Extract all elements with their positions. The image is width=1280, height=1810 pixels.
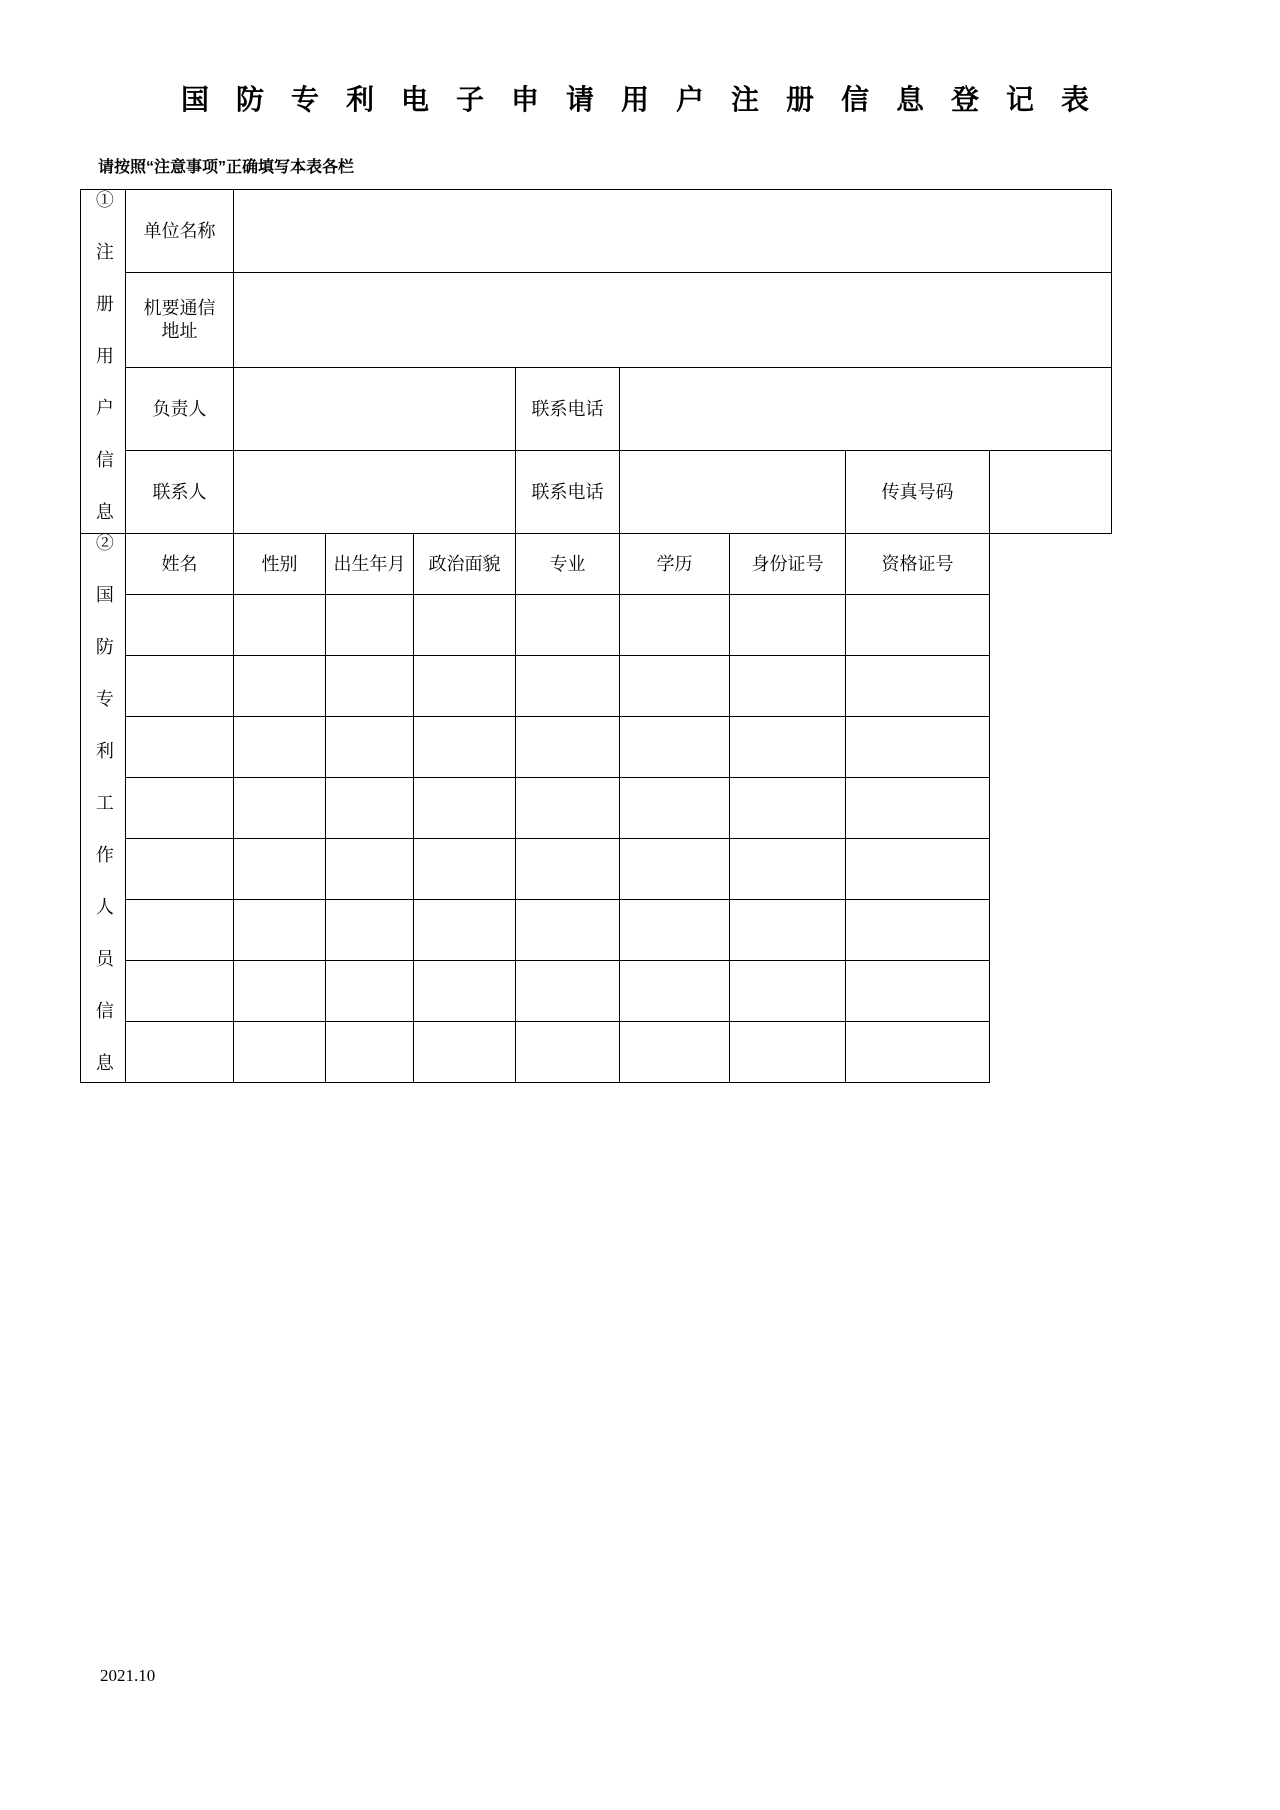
- cell-name[interactable]: [126, 778, 234, 839]
- section2-side-label-text: ② 国 防 专 利 工 作 人 员 信 息: [93, 532, 114, 1078]
- cell-name[interactable]: [126, 595, 234, 656]
- secure-mail-field[interactable]: [234, 273, 1112, 368]
- cell-qualification-number[interactable]: [846, 656, 990, 717]
- cell-qualification-number[interactable]: [846, 778, 990, 839]
- cell-name[interactable]: [126, 839, 234, 900]
- cell-id-number[interactable]: [730, 839, 846, 900]
- cell-birth[interactable]: [326, 900, 414, 961]
- secure-mail-label: [126, 273, 234, 368]
- cell-qualification-number[interactable]: [846, 839, 990, 900]
- table-row: [81, 778, 1112, 839]
- page-title: 国 防 专 利 电 子 申 请 用 户 注 册 信 息 登 记 表: [180, 85, 1099, 116]
- fax-label: 传真号码: [846, 451, 990, 534]
- cell-gender[interactable]: [234, 900, 326, 961]
- table-row: [81, 839, 1112, 900]
- cell-birth[interactable]: [326, 961, 414, 1022]
- cell-birth[interactable]: [326, 839, 414, 900]
- cell-education[interactable]: [620, 595, 730, 656]
- table-row: [81, 717, 1112, 778]
- principal-label: 负责人: [126, 367, 234, 450]
- unit-name-label: 单位名称: [126, 190, 234, 273]
- cell-birth[interactable]: [326, 656, 414, 717]
- cell-education[interactable]: [620, 1022, 730, 1083]
- cell-education[interactable]: [620, 656, 730, 717]
- row-contact: [81, 451, 1112, 534]
- cell-major[interactable]: [516, 717, 620, 778]
- cell-political[interactable]: [414, 900, 516, 961]
- cell-major[interactable]: [516, 595, 620, 656]
- cell-id-number[interactable]: [730, 595, 846, 656]
- cell-major[interactable]: [516, 656, 620, 717]
- col-header-qualification-number: 资格证号: [846, 534, 990, 595]
- cell-major[interactable]: [516, 839, 620, 900]
- contact-phone-label: 联系电话: [516, 451, 620, 534]
- cell-qualification-number[interactable]: [846, 1022, 990, 1083]
- section1-side-label-text: ① 注 册 用 户 信 息: [93, 190, 114, 527]
- secure-mail-label-line2: 地址: [161, 321, 198, 342]
- cell-major[interactable]: [516, 1022, 620, 1083]
- cell-gender[interactable]: [234, 717, 326, 778]
- row-staff-header: [81, 534, 1112, 595]
- section1-side-label: [81, 190, 126, 534]
- secure-mail-label-line1: 机要通信: [143, 297, 216, 318]
- instruction-note: 请按照“注意事项”正确填写本表各栏: [98, 159, 355, 176]
- table-row: [81, 900, 1112, 961]
- table-row: [81, 595, 1112, 656]
- principal-field[interactable]: [234, 367, 516, 450]
- cell-major[interactable]: [516, 778, 620, 839]
- cell-education[interactable]: [620, 839, 730, 900]
- principal-phone-field[interactable]: [620, 367, 1112, 450]
- cell-qualification-number[interactable]: [846, 900, 990, 961]
- cell-id-number[interactable]: [730, 900, 846, 961]
- cell-id-number[interactable]: [730, 656, 846, 717]
- table-row: [81, 1022, 1112, 1083]
- registration-form-table: [80, 189, 1112, 1083]
- col-header-gender: 性别: [234, 534, 326, 595]
- form-table-container: [0, 177, 1280, 1083]
- cell-major[interactable]: [516, 900, 620, 961]
- principal-phone-label: 联系电话: [516, 367, 620, 450]
- cell-birth[interactable]: [326, 778, 414, 839]
- col-header-name: 姓名: [126, 534, 234, 595]
- cell-id-number[interactable]: [730, 778, 846, 839]
- footer-date: 2021.10: [100, 1666, 156, 1685]
- cell-political[interactable]: [414, 778, 516, 839]
- cell-education[interactable]: [620, 961, 730, 1022]
- table-row: [81, 656, 1112, 717]
- cell-birth[interactable]: [326, 717, 414, 778]
- cell-name[interactable]: [126, 961, 234, 1022]
- cell-name[interactable]: [126, 717, 234, 778]
- col-header-political: 政治面貌: [414, 534, 516, 595]
- cell-gender[interactable]: [234, 656, 326, 717]
- cell-political[interactable]: [414, 595, 516, 656]
- cell-political[interactable]: [414, 839, 516, 900]
- cell-political[interactable]: [414, 961, 516, 1022]
- row-secure-mail: [81, 273, 1112, 368]
- cell-name[interactable]: [126, 900, 234, 961]
- cell-political[interactable]: [414, 717, 516, 778]
- col-header-id-number: 身份证号: [730, 534, 846, 595]
- row-unit-name: [81, 190, 1112, 273]
- contact-phone-field[interactable]: [620, 451, 846, 534]
- cell-id-number[interactable]: [730, 1022, 846, 1083]
- col-header-birth: 出生年月: [326, 534, 414, 595]
- section2-side-label: [81, 534, 126, 1083]
- contact-field[interactable]: [234, 451, 516, 534]
- unit-name-field[interactable]: [234, 190, 1112, 273]
- col-header-major: 专业: [516, 534, 620, 595]
- cell-gender[interactable]: [234, 839, 326, 900]
- cell-birth[interactable]: [326, 1022, 414, 1083]
- cell-political[interactable]: [414, 1022, 516, 1083]
- cell-education[interactable]: [620, 900, 730, 961]
- contact-label: 联系人: [126, 451, 234, 534]
- cell-name[interactable]: [126, 656, 234, 717]
- cell-education[interactable]: [620, 717, 730, 778]
- cell-gender[interactable]: [234, 778, 326, 839]
- cell-birth[interactable]: [326, 595, 414, 656]
- cell-gender[interactable]: [234, 1022, 326, 1083]
- cell-qualification-number[interactable]: [846, 717, 990, 778]
- cell-qualification-number[interactable]: [846, 961, 990, 1022]
- cell-id-number[interactable]: [730, 961, 846, 1022]
- cell-major[interactable]: [516, 961, 620, 1022]
- row-principal: [81, 367, 1112, 450]
- cell-gender[interactable]: [234, 961, 326, 1022]
- cell-id-number[interactable]: [730, 717, 846, 778]
- fax-field[interactable]: [990, 451, 1112, 534]
- table-row: [81, 961, 1112, 1022]
- cell-education[interactable]: [620, 778, 730, 839]
- cell-gender[interactable]: [234, 595, 326, 656]
- col-header-education: 学历: [620, 534, 730, 595]
- cell-name[interactable]: [126, 1022, 234, 1083]
- cell-political[interactable]: [414, 656, 516, 717]
- cell-qualification-number[interactable]: [846, 595, 990, 656]
